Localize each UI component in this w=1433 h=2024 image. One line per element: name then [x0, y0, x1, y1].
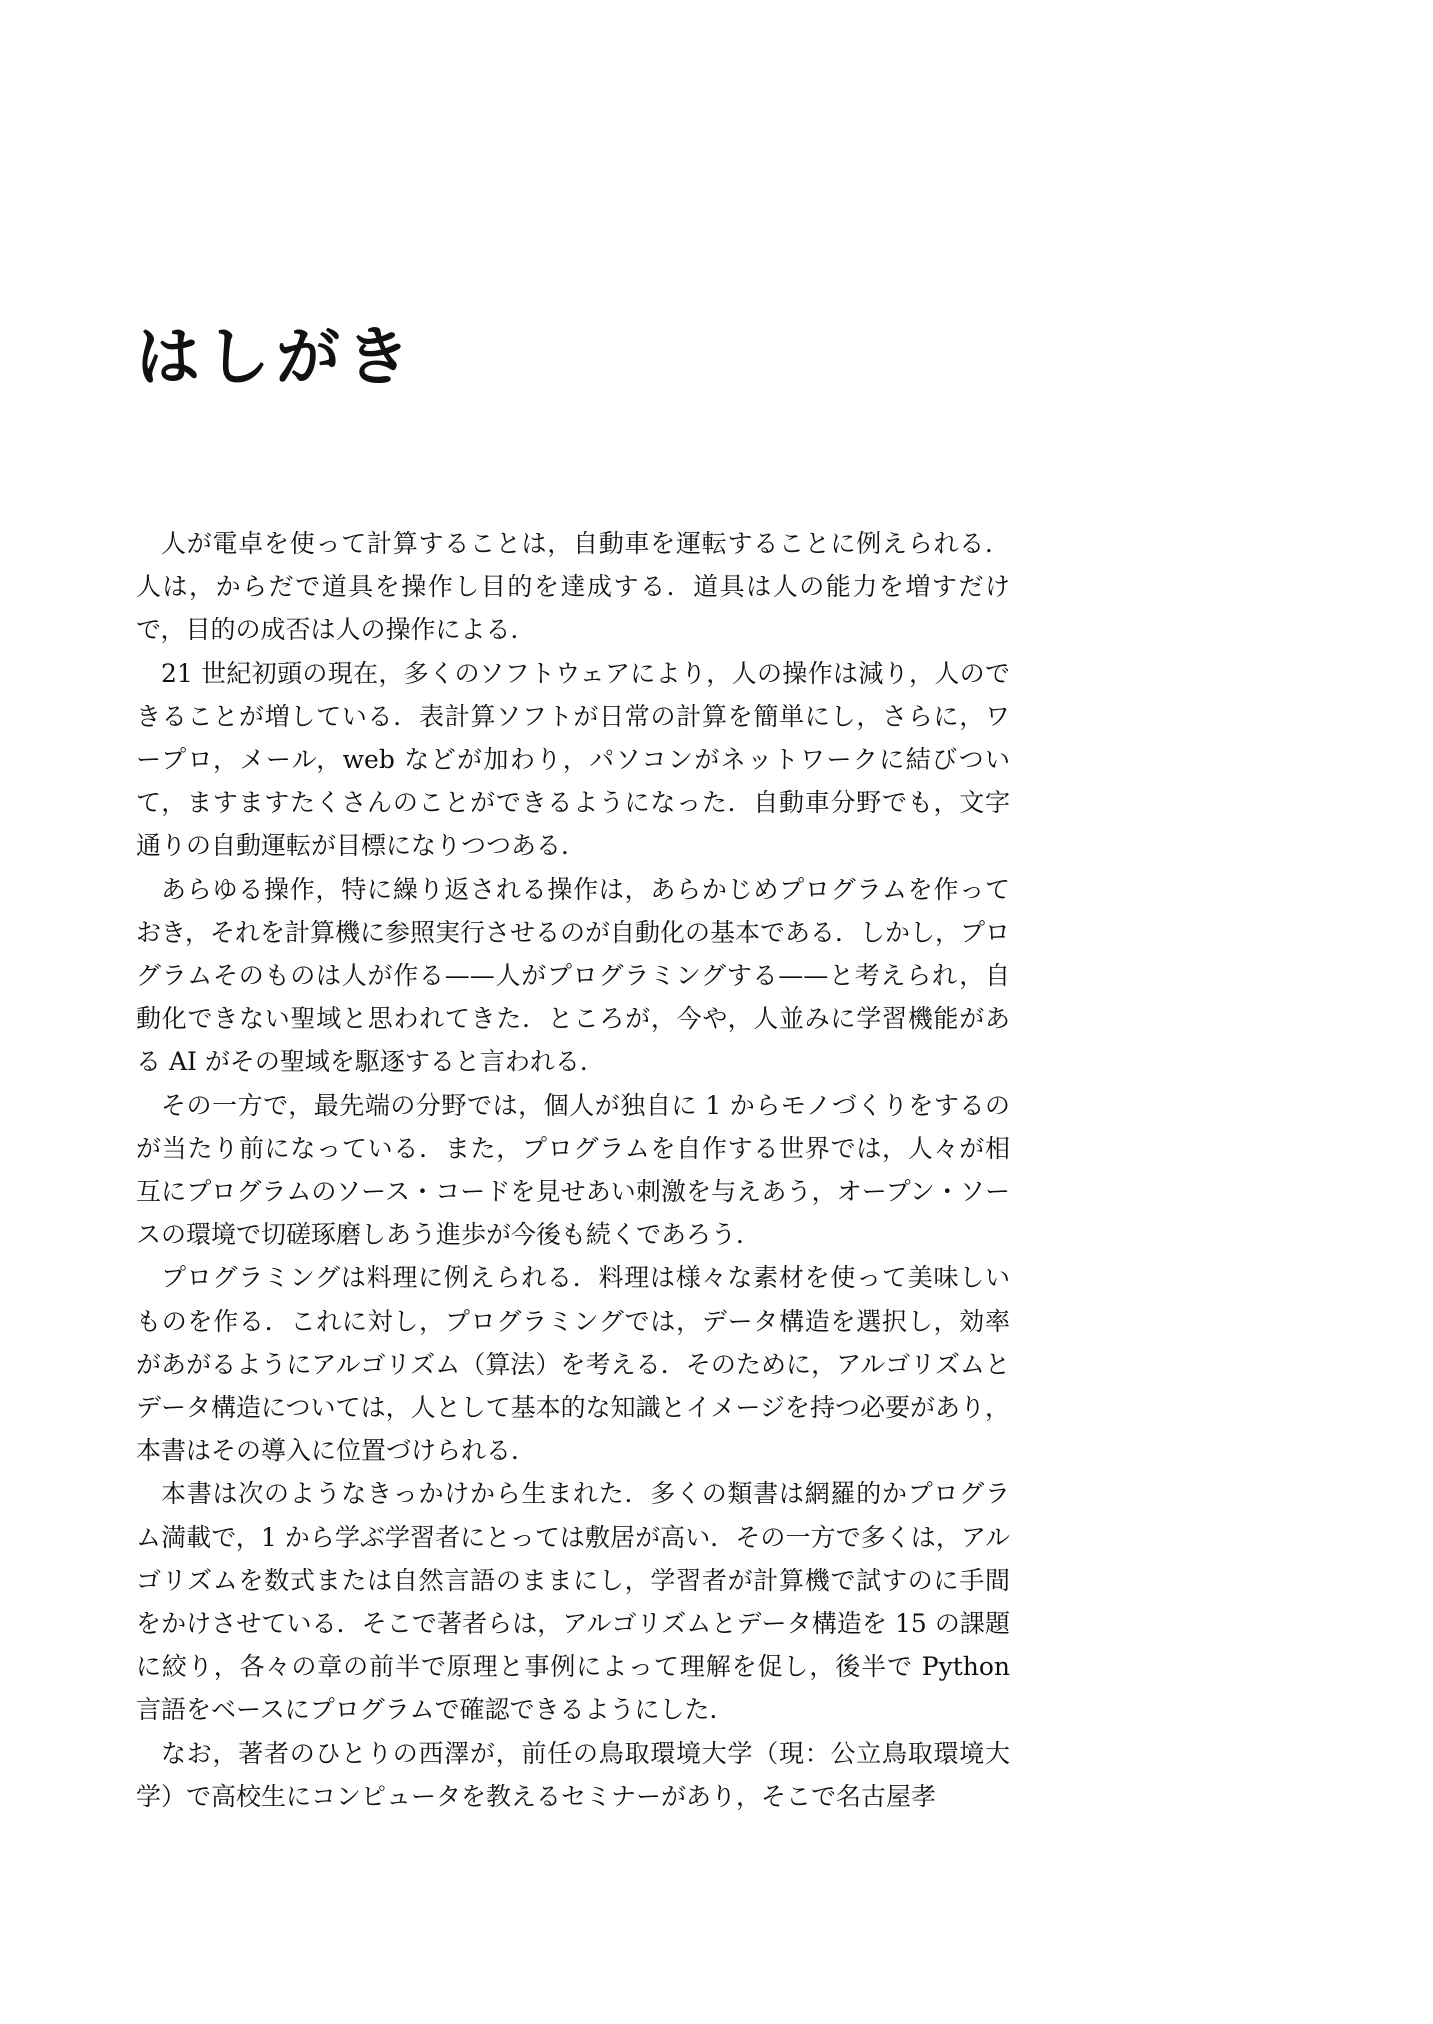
paragraph: 人が電卓を使って計算することは，自動車を運転することに例えられる．人は，からだで道具を操作し目的を達成する．道具は人の能力を増すだけで，目的の成否は人の操作による． [136, 529, 1010, 645]
paragraph: プログラミングは料理に例えられる．料理は様々な素材を使って美味しいものを作る．これに対し，プログラミングでは，データ構造を選択し，効率があがるようにアルゴリズム（算法）を考える．そのために，アルゴリズムとデータ構造については，人として基本的な知識とイメージを持つ必要があり，本書はその導入に位置づけられる． [136, 1263, 1010, 1466]
paragraph: 本書は次のようなきっかけから生まれた．多くの類書は網羅的かプログラム満載で，1 から学ぶ学習者にとっては敷居が高い．その一方で多くは，アルゴリズムを数式または自然言語のままにし，学習者が計算機で試すのに手間をかけさせている．そこで著者らは，アルゴリズムとデータ構造を 15 の課題に絞り，各々の章の前半で原理と事例によって理解を促し，後半で Python 言語をベースにプログラムで確認できるようにした． [136, 1479, 1010, 1725]
body-text [136, 522, 1010, 1818]
paragraph: 21 世紀初頭の現在，多くのソフトウェアにより，人の操作は減り，人のできることが増している．表計算ソフトが日常の計算を簡単にし，さらに，ワープロ，メール，web などが加わり，パソコンがネットワークに結びついて，ますますたくさんのことができるようになった．自動車分野でも，文字通りの自動運転が目標になりつつある． [136, 658, 1010, 861]
paragraph: あらゆる操作，特に繰り返される操作は，あらかじめプログラムを作っておき，それを計算機に参照実行させるのが自動化の基本である．しかし，プログラムそのものは人が作る——人がプログラミングする——と考えられ，自動化できない聖域と思われてきた．ところが，今や，人並みに学習機能がある AI がその聖域を駆逐すると言われる． [136, 874, 1011, 1077]
paragraph: その一方で，最先端の分野では，個人が独自に 1 からモノづくりをするのが当たり前になっている．また，プログラムを自作する世界では，人々が相互にプログラムのソース・コードを見せあい刺激を与えあう，オープン・ソースの環境で切磋琢磨しあう進歩が今後も続くであろう． [136, 1090, 1010, 1250]
page-title: はしがき [136, 321, 416, 395]
paragraph: なお，著者のひとりの西澤が，前任の鳥取環境大学（現：公立鳥取環境大学）で高校生にコンピュータを教えるセミナーがあり，そこで名古屋孝 [136, 1738, 1010, 1811]
